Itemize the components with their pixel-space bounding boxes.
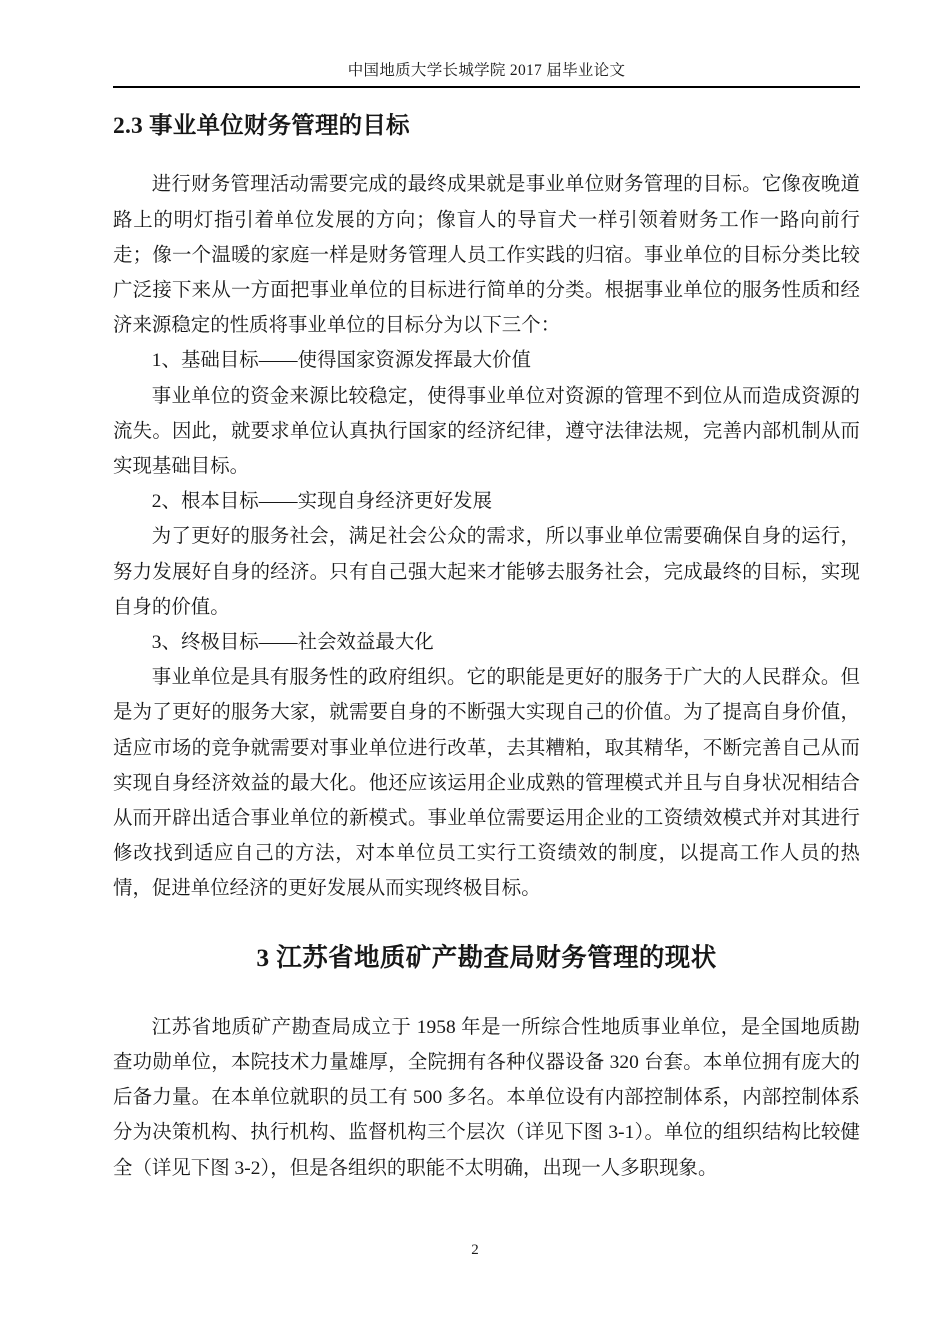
page-content — [113, 112, 860, 1186]
goal-2-title: 2、根本目标——实现自身经济更好发展 — [151, 491, 493, 513]
goal-2-body: 为了更好的服务社会，满足社会公众的需求，所以事业单位需要确保自身的运行，努力发展好自身的经济。只有自己强大起来才能够去服务社会，完成最终的目标，实现自身的价值。 — [113, 526, 860, 618]
running-header: 中国地质大学长城学院 2017 届毕业论文 — [347, 62, 626, 79]
goal-1-body: 事业单位的资金来源比较稳定，使得事业单位对资源的管理不到位从而造成资源的流失。因此，就要求单位认真执行国家的经济纪律，遵守法律法规，完善内部机制从而实现基础目标。 — [113, 385, 860, 477]
goal-3-title: 3、终极目标——社会效益最大化 — [151, 632, 434, 654]
page-number: 2 — [471, 1242, 479, 1258]
goal-1-title: 1、基础目标——使得国家资源发挥最大价值 — [151, 350, 531, 372]
heading-2-3: 2.3 事业单位财务管理的目标 — [113, 113, 410, 139]
intro-paragraph: 进行财务管理活动需要完成的最终成果就是事业单位财务管理的目标。它像夜晚道路上的明灯指引着单位发展的方向；像盲人的导盲犬一样引领着财务工作一路向前行走；像一个温暖的家庭一样是财务管理人员工作实践的归宿。事业单位的目标分类比较广泛接下来从一方面把事业单位的目标进行简单的分类。根据事业单位的服务性质和经济来源稳定的性质将事业单位的目标分为以下三个： — [113, 174, 860, 337]
spacer — [113, 149, 860, 167]
heading-3: 3 江苏省地质矿产勘查局财务管理的现状 — [256, 942, 717, 972]
goal-3-body: 事业单位是具有服务性的政府组织。它的职能是更好的服务于广大的人民群众。但是为了更好的服务大家，就需要自身的不断强大实现自己的价值。为了提高自身价值，适应市场的竞争就需要对事业单位进行改革，去其糟粕，取其精华，不断完善自己从而实现自身经济效益的最大化。他还应该运用企业成熟的管理模式并且与自身状况相结合从而开辟出适合事业单位的新模式。事业单位需要运用企业的工资绩效模式并对其进行修改找到适应自己的方法，对本单位员工实行工资绩效的制度，以提高工作人员的热情，促进单位经济的更好发展从而实现终极目标。 — [113, 667, 860, 900]
header-divider — [113, 86, 860, 88]
spacer — [113, 984, 860, 1010]
chapter-3-paragraph: 江苏省地质矿产勘查局成立于 1958 年是一所综合性地质事业单位，是全国地质勘查功勋单位，本院技术力量雄厚，全院拥有各种仪器设备 320 台套。本单位拥有庞大的后备力量。在本单位就职的员工有 500 多名。本单位设有内部控制体系，内部控制体系分为决策机构、执行机构、监督机构三个层次（详见下图 3-1）。单位的组织结构比较健全（详见下图 3-2），但是各组织的职能不太明确，出现一人多职现象。 — [113, 1016, 860, 1179]
